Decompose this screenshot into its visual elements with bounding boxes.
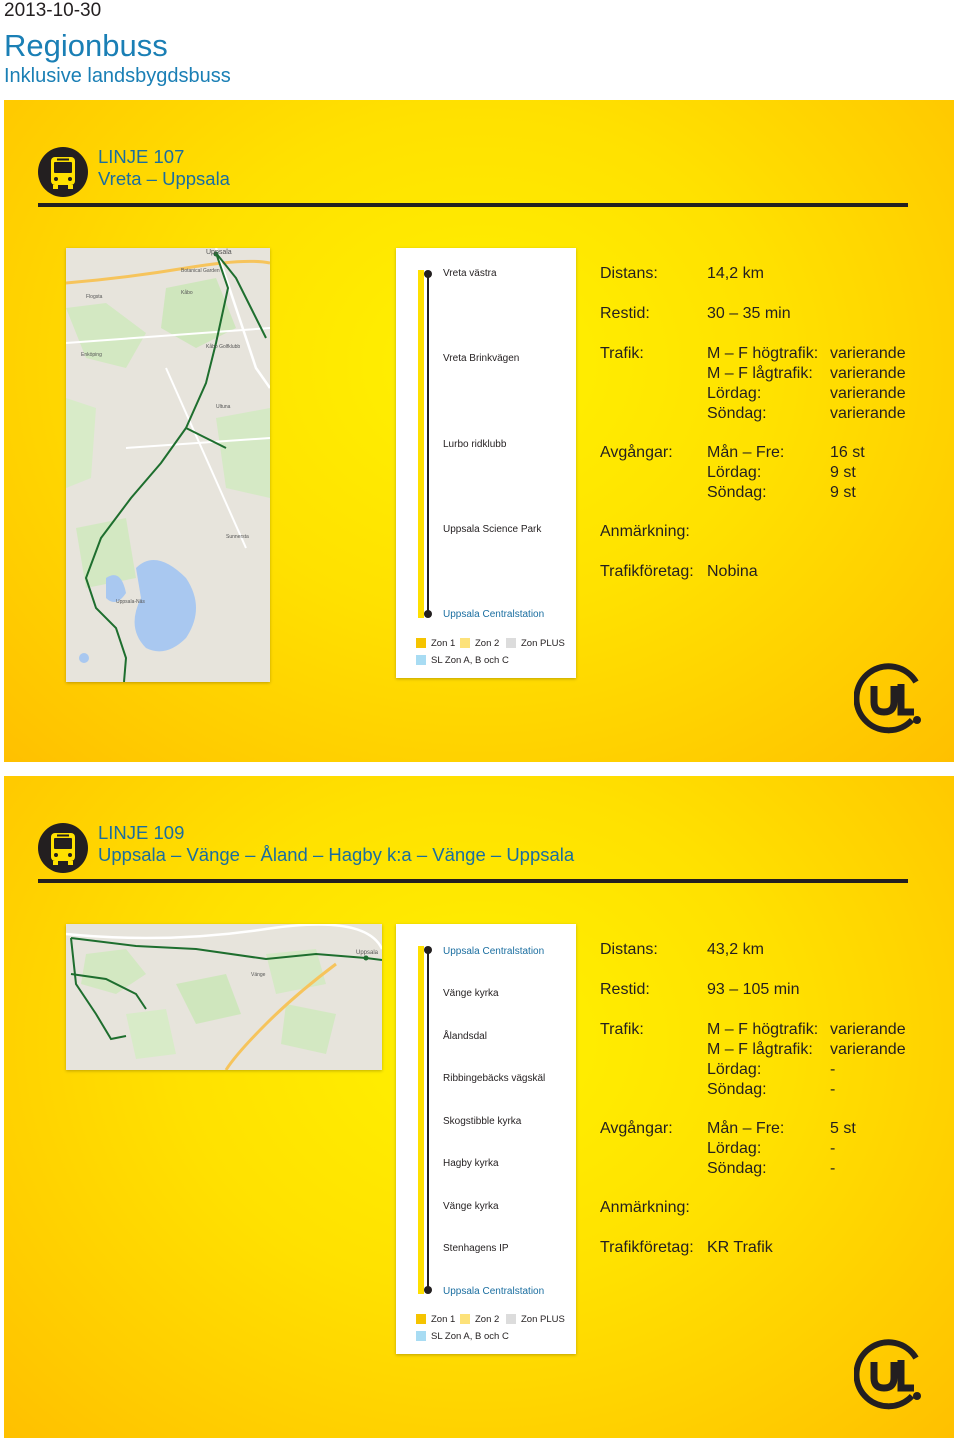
stop-label: Stenhagens IP (443, 1243, 509, 1254)
document-date: 2013-10-30 (4, 0, 102, 21)
zone1-swatch (416, 1314, 426, 1324)
document-subtitle: Inklusive landsbygdsbuss (4, 65, 231, 87)
stop-label: Hagby kyrka (443, 1158, 499, 1169)
sl-zone-swatch (416, 655, 426, 665)
stop-label: Vänge kyrka (443, 988, 499, 999)
sl-zone-swatch (416, 1331, 426, 1341)
bus-icon (38, 147, 88, 197)
map-label: Uppsala (206, 249, 232, 256)
stop-label: Uppsala Centralstation (443, 946, 545, 957)
map-label: Uppsala (356, 950, 379, 956)
stop-dot (424, 946, 432, 954)
stop-label: Uppsala Science Park (443, 524, 542, 535)
stop-label: Uppsala Centralstation (443, 1286, 545, 1297)
zoneplus-swatch (506, 1314, 516, 1324)
ul-logo (854, 1338, 926, 1410)
divider-rule (38, 879, 908, 883)
route-line (427, 950, 429, 1290)
map-label: Sunnersta (226, 534, 249, 540)
zone-bar (418, 270, 424, 618)
divider-rule (38, 203, 908, 207)
stop-label: Ribbingebäcks vägskäl (443, 1073, 546, 1084)
stops-card (396, 248, 576, 678)
line-number: LINJE 107 (98, 146, 185, 167)
sl-zone-label: SL Zon A, B och C (431, 1331, 509, 1342)
line-number: LINJE 109 (98, 822, 185, 843)
stop-label: Lurbo ridklubb (443, 439, 507, 450)
zone2-swatch (460, 1314, 470, 1324)
line-route: Uppsala – Vänge – Åland – Hagby k:a – Vänge – Uppsala (98, 844, 575, 865)
line-route: Vreta – Uppsala (98, 168, 230, 189)
bus-icon (38, 823, 88, 873)
zone2-swatch (460, 638, 470, 648)
zone2-label: Zon 2 (475, 638, 500, 649)
map-label: Ultuna (216, 404, 231, 410)
zone1-label: Zon 1 (431, 1314, 456, 1325)
sl-zone-label: SL Zon A, B och C (431, 655, 509, 666)
ul-logo (854, 662, 926, 734)
stop-label: Uppsala Centralstation (443, 609, 545, 620)
stop-dot (424, 1286, 432, 1294)
stop-dot (424, 610, 432, 618)
route-map (66, 924, 382, 1070)
map-label: Kåbo (181, 290, 193, 296)
stop-label: Vreta västra (443, 268, 497, 279)
line-panel-107: LINJE 107 Vreta – Uppsala Uppsala Botanical Garden Flogsta Kåbo Enköping Kåbo Golfklubb Ultuna Uppsala-Näs Sunnersta Vreta västra Vreta Brinkvägen Lurbo ridklubb Uppsala Science Park Uppsala Centralstation Zon 1 Zon 2 Zon PLUS SL Zon A, B och C Distans: 14,2 km Restid: 30 – 35 min Trafik: M – F högtrafik: varierande M – F lågtrafik: varierande Lördag: varierande Söndag: varierande Avgångar: Mån – Fre: 16 st Lördag: 9 st Söndag: 9 st Anmärkning: Trafikföretag: Nobina (4, 100, 954, 762)
stop-label: Vänge kyrka (443, 1201, 499, 1212)
zoneplus-swatch (506, 638, 516, 648)
map-label: Vänge (251, 972, 266, 978)
route-map (66, 248, 270, 682)
stop-dot (424, 270, 432, 278)
map-label: Uppsala-Näs (116, 599, 145, 605)
line-panel-109: LINJE 109 Uppsala – Vänge – Åland – Hagby k:a – Vänge – Uppsala Uppsala Vänge Uppsala Centralstation Vänge kyrka Ålandsdal Ribbingebäcks vägskäl Skogstibble kyrka Hagby kyrka Vänge kyrka Stenhagens IP Uppsala Centralstation Zon 1 Zon 2 Zon PLUS SL Zon A, B och C Distans: 43,2 km Restid: 93 – 105 min Trafik: M – F högtrafik: varierande M – F lågtrafik: varierande Lördag: - Söndag: - Avgångar: Mån – Fre: 5 st Lördag: - Söndag: - Anmärkning: Trafikföretag: KR Trafik (4, 776, 954, 1438)
document-title: Regionbuss (4, 28, 168, 63)
map-label: Botanical Garden (181, 268, 220, 274)
map-label: Kåbo Golfklubb (206, 344, 241, 350)
zone1-swatch (416, 638, 426, 648)
stop-label: Ålandsdal (443, 1031, 487, 1042)
zone-bar (418, 946, 424, 1294)
stop-label: Vreta Brinkvägen (443, 353, 520, 364)
zone1-label: Zon 1 (431, 638, 456, 649)
stop-label: Skogstibble kyrka (443, 1116, 522, 1127)
route-line (427, 274, 429, 614)
zoneplus-label: Zon PLUS (521, 1314, 565, 1325)
zone2-label: Zon 2 (475, 1314, 500, 1325)
map-label: Flogsta (86, 294, 103, 300)
zoneplus-label: Zon PLUS (521, 638, 565, 649)
map-label: Enköping (81, 352, 102, 358)
stops-card (396, 924, 576, 1354)
